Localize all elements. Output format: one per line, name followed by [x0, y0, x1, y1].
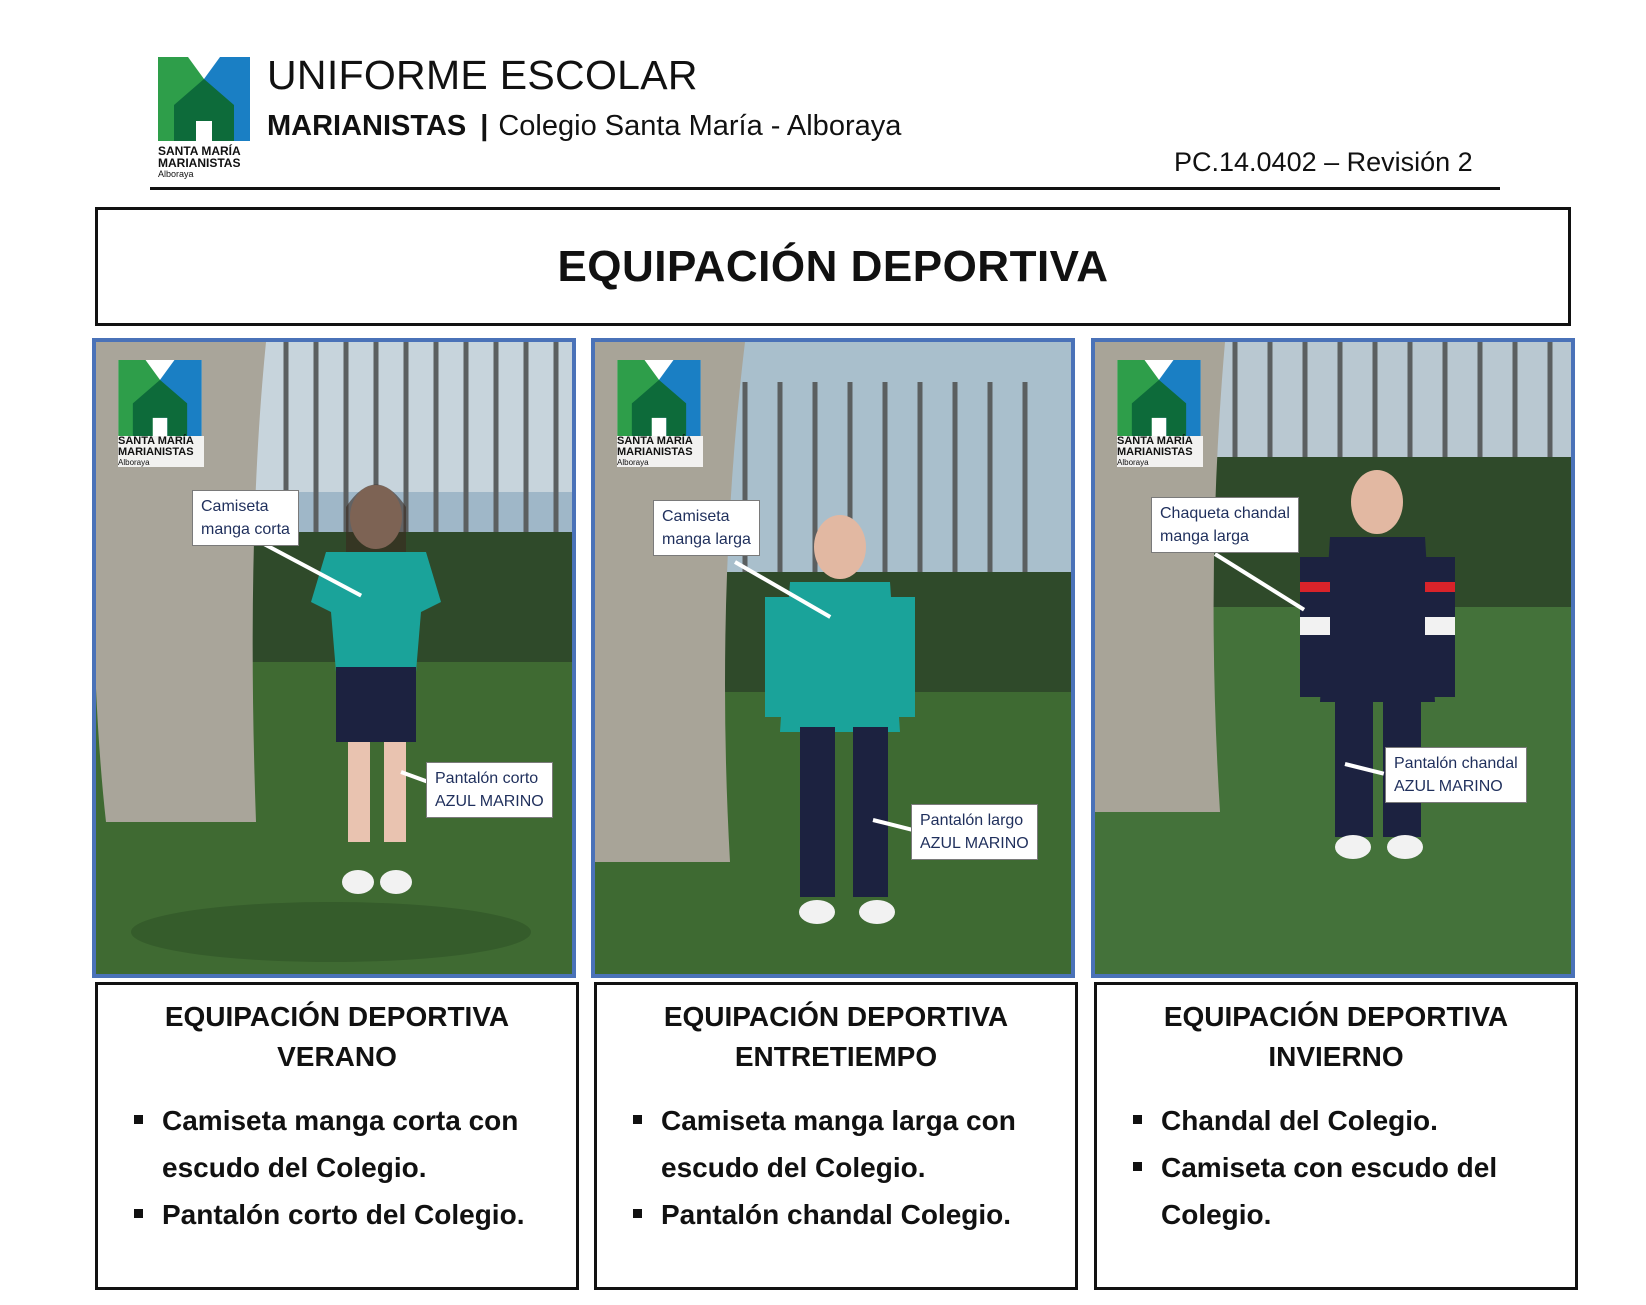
callout-top	[192, 490, 299, 546]
callout-top	[1151, 497, 1299, 553]
list-item-line: escudo del Colegio.	[162, 1152, 427, 1183]
logo-line-1: SANTA MARÍA	[158, 144, 241, 158]
header-divider	[150, 187, 1500, 190]
photo-panel-summer	[92, 338, 576, 978]
desc-title-line-2: INVIERNO	[1268, 1041, 1404, 1072]
photo-logo-line-1: SANTA MARÍA	[617, 436, 703, 447]
desc-title	[98, 997, 576, 1077]
callout-bottom	[426, 762, 553, 818]
list-item-line: Pantalón corto del Colegio.	[162, 1199, 525, 1230]
list-item	[633, 1191, 1075, 1238]
photo-logo-line-2: MARIANISTAS	[118, 447, 204, 458]
list-item-line: Camiseta con escudo del	[1161, 1152, 1498, 1183]
desc-title-line-2: VERANO	[277, 1041, 397, 1072]
callout-bottom-line-2: AZUL MARINO	[435, 793, 544, 810]
callout-bottom	[911, 804, 1038, 860]
callout-bottom-line-2: AZUL MARINO	[1394, 778, 1503, 795]
photo-panel-winter	[1091, 338, 1575, 978]
callout-top-line-2: manga larga	[662, 531, 751, 548]
callout-top-line-1: Camiseta	[201, 498, 269, 515]
photo-logo-line-3: Alboraya	[118, 458, 204, 467]
photo-logo	[1117, 360, 1203, 480]
callout-top	[653, 500, 760, 556]
list-item	[134, 1191, 576, 1238]
callout-bottom-line-2: AZUL MARINO	[920, 835, 1029, 852]
desc-list	[1097, 1097, 1575, 1238]
desc-list	[597, 1097, 1075, 1238]
desc-title-line-1: EQUIPACIÓN DEPORTIVA	[1163, 1001, 1509, 1032]
callout-bottom-line-1: Pantalón largo	[920, 812, 1024, 829]
callout-bottom-line-1: Pantalón corto	[435, 770, 539, 787]
desc-box-midseason	[594, 982, 1078, 1290]
document-title: UNIFORME ESCOLAR	[267, 52, 698, 98]
photo-logo-line-1: SANTA MARÍA	[118, 436, 204, 447]
logo-text	[158, 145, 268, 180]
photo-logo-line-2: MARIANISTAS	[617, 447, 703, 458]
logo-mark-icon	[617, 360, 701, 436]
org-name: MARIANISTAS	[267, 110, 467, 142]
desc-box-winter	[1094, 982, 1578, 1290]
list-item-line: escudo del Colegio.	[661, 1152, 926, 1183]
desc-title-line-1: EQUIPACIÓN DEPORTIVA	[663, 1001, 1009, 1032]
logo-line-3: Alboraya	[158, 169, 194, 179]
logo-mark-icon	[1117, 360, 1201, 436]
callout-bottom-line-1: Pantalón chandal	[1394, 755, 1518, 772]
desc-box-summer	[95, 982, 579, 1290]
list-item	[1133, 1144, 1575, 1238]
banner-title: EQUIPACIÓN DEPORTIVA	[557, 241, 1109, 291]
list-item-line: Colegio.	[1161, 1199, 1272, 1230]
school-logo	[158, 57, 252, 187]
callout-bottom	[1385, 747, 1527, 803]
section-banner	[95, 207, 1571, 326]
photo-panel-midseason	[591, 338, 1075, 978]
list-item	[1133, 1097, 1575, 1144]
photo-logo-line-3: Alboraya	[617, 458, 703, 467]
callout-top-line-1: Camiseta	[662, 508, 730, 525]
photo-logo-line-2: MARIANISTAS	[1117, 447, 1203, 458]
list-item-line: Camiseta manga larga con	[661, 1105, 1016, 1136]
photo-logo	[617, 360, 703, 480]
desc-title	[1097, 997, 1575, 1077]
callout-top-line-1: Chaqueta chandal	[1160, 505, 1290, 522]
desc-title	[597, 997, 1075, 1077]
revision-code: PC.14.0402 – Revisión 2	[1174, 147, 1473, 177]
school-name: Colegio Santa María - Alboraya	[498, 110, 902, 142]
logo-line-2: MARIANISTAS	[158, 156, 241, 170]
photo-logo	[118, 360, 204, 480]
list-item-line: Chandal del Colegio.	[1161, 1105, 1438, 1136]
desc-list	[98, 1097, 576, 1238]
photo-logo-line-1: SANTA MARÍA	[1117, 436, 1203, 447]
list-item-line: Camiseta manga corta con	[162, 1105, 519, 1136]
logo-mark-icon	[158, 57, 250, 141]
desc-title-line-2: ENTRETIEMPO	[734, 1041, 938, 1072]
list-item-line: Pantalón chandal Colegio.	[661, 1199, 1012, 1230]
subtitle-separator: |	[480, 110, 489, 142]
callout-top-line-2: manga larga	[1160, 528, 1249, 545]
desc-title-line-1: EQUIPACIÓN DEPORTIVA	[164, 1001, 510, 1032]
document-subtitle	[267, 110, 901, 143]
photo-logo-line-3: Alboraya	[1117, 458, 1203, 467]
list-item	[633, 1097, 1075, 1191]
logo-mark-icon	[118, 360, 202, 436]
list-item	[134, 1097, 576, 1191]
callout-top-line-2: manga corta	[201, 521, 290, 538]
